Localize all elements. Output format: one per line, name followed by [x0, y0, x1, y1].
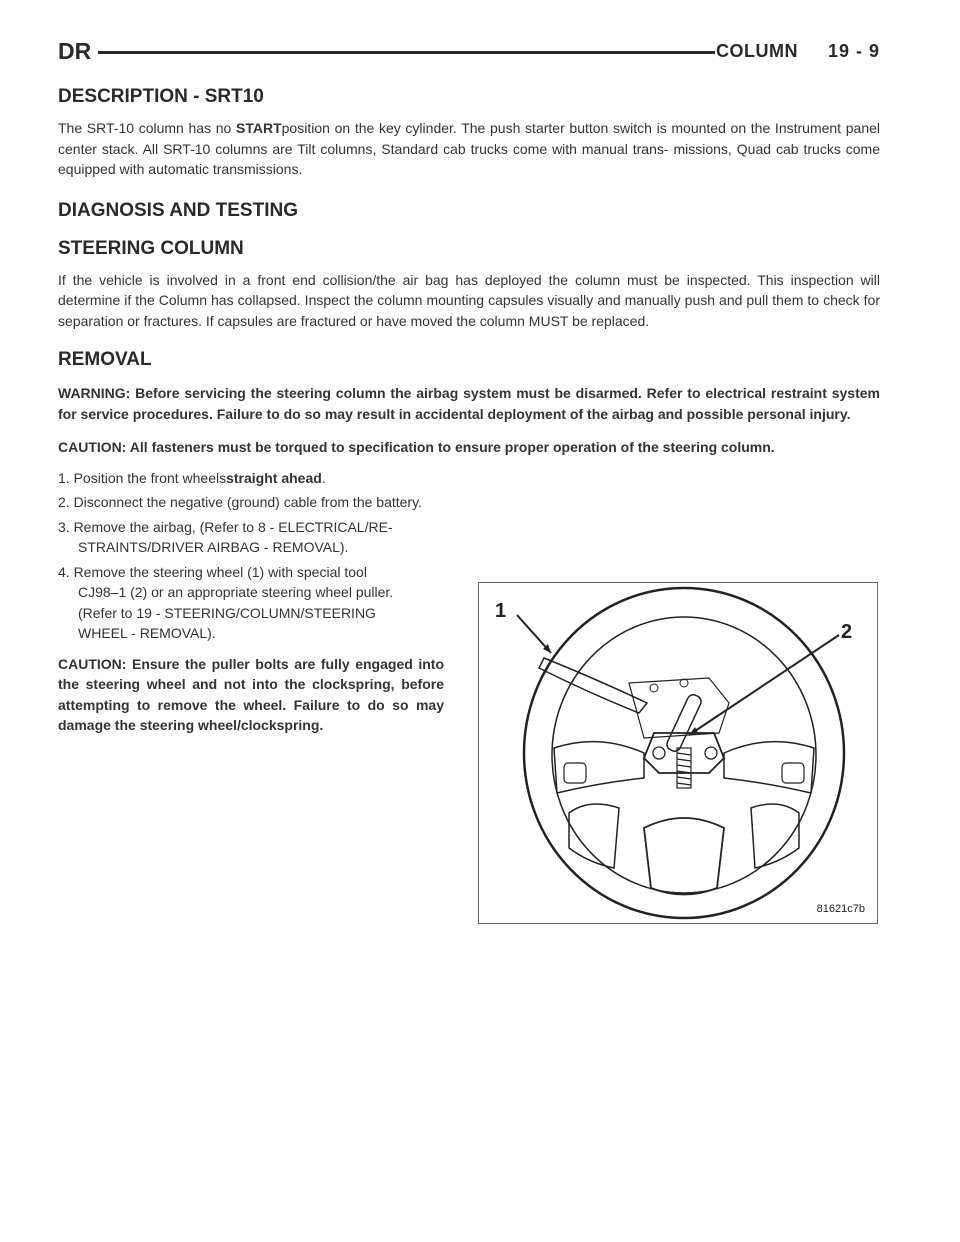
step-1-end: . [321, 469, 326, 486]
steering-wheel-illustration [479, 583, 877, 923]
warning-paragraph: WARNING: Before servicing the steering column the airbag system must be disarmed. Refer to electrical restraint system for service procedures. Failure to do so may result in accidental deployment of the airbag and possible personal injury. [58, 385, 880, 422]
step-4-line-2: CJ98–1 (2) or an appropriate steering wheel puller. [78, 584, 394, 600]
step-1-emphasis: straight ahead [226, 469, 322, 486]
diagnosis-paragraph: If the vehicle is involved in a front end collision/the air bag has deployed the column must be inspected. This inspection will determine if the Column has collapsed. Inspect the column mounting capsules visually and manually push and pull them to check for separation or fractures. If capsules are fractured or have moved the column MUST be replaced. [58, 271, 880, 329]
step-3-line-1: 3. Remove the airbag, (Refer to 8 - ELECTRICAL/RE- [58, 518, 393, 535]
description-text-b: position on the key cylinder. The push starter button switch is mounted on the Instrument panel center stack. All SRT-10 columns are Tilt columns, Standard cab trucks come with manual trans- missions, Quad cab trucks come equipped with automatic transmissions. [58, 120, 880, 177]
steering-column-heading: STEERING COLUMN [58, 237, 244, 259]
step-1-number: 1. [58, 469, 74, 486]
step-2: 2. Disconnect the negative (ground) cable from the battery. [58, 494, 422, 510]
step-4-line-4: WHEEL - REMOVAL). [78, 625, 216, 641]
description-heading: DESCRIPTION - SRT10 [58, 86, 264, 107]
caution-paragraph: CAUTION: All fasteners must be torqued to specification to ensure proper operation of the steering column. [58, 439, 775, 455]
step-4-line-1: 4. Remove the steering wheel (1) with special tool [58, 563, 367, 580]
step-1 [58, 468, 448, 489]
description-paragraph [58, 118, 880, 180]
start-emphasis: START [236, 120, 282, 136]
step-4-line-3: (Refer to 19 - STEERING/COLUMN/STEERING [78, 604, 376, 621]
step-1-text: Position the front wheels [73, 469, 227, 486]
page-header [58, 38, 880, 66]
step-3 [58, 517, 448, 558]
section-title: COLUMN [716, 41, 798, 61]
steering-wheel-figure [478, 582, 878, 924]
diagnosis-heading: DIAGNOSIS AND TESTING [58, 199, 298, 221]
header-rule [98, 51, 715, 54]
callout-2: 2 [841, 621, 853, 643]
step-3-line-2: STRAINTS/DRIVER AIRBAG - REMOVAL). [78, 539, 349, 555]
callout-1: 1 [495, 600, 507, 622]
step-4 [58, 562, 448, 644]
removal-heading: REMOVAL [58, 349, 152, 370]
page-number: 19 - 9 [827, 41, 880, 61]
model-code: DR [58, 38, 92, 64]
description-text-a: The SRT-10 column has no [58, 120, 237, 136]
caution-puller-paragraph: CAUTION: Ensure the puller bolts are fully engaged into the steering wheel and not into the clockspring, before attempting to remove the wheel. Failure to do so may damage the steering wheel/clockspring. [58, 655, 444, 733]
figure-id: 81621c7b [816, 903, 865, 915]
